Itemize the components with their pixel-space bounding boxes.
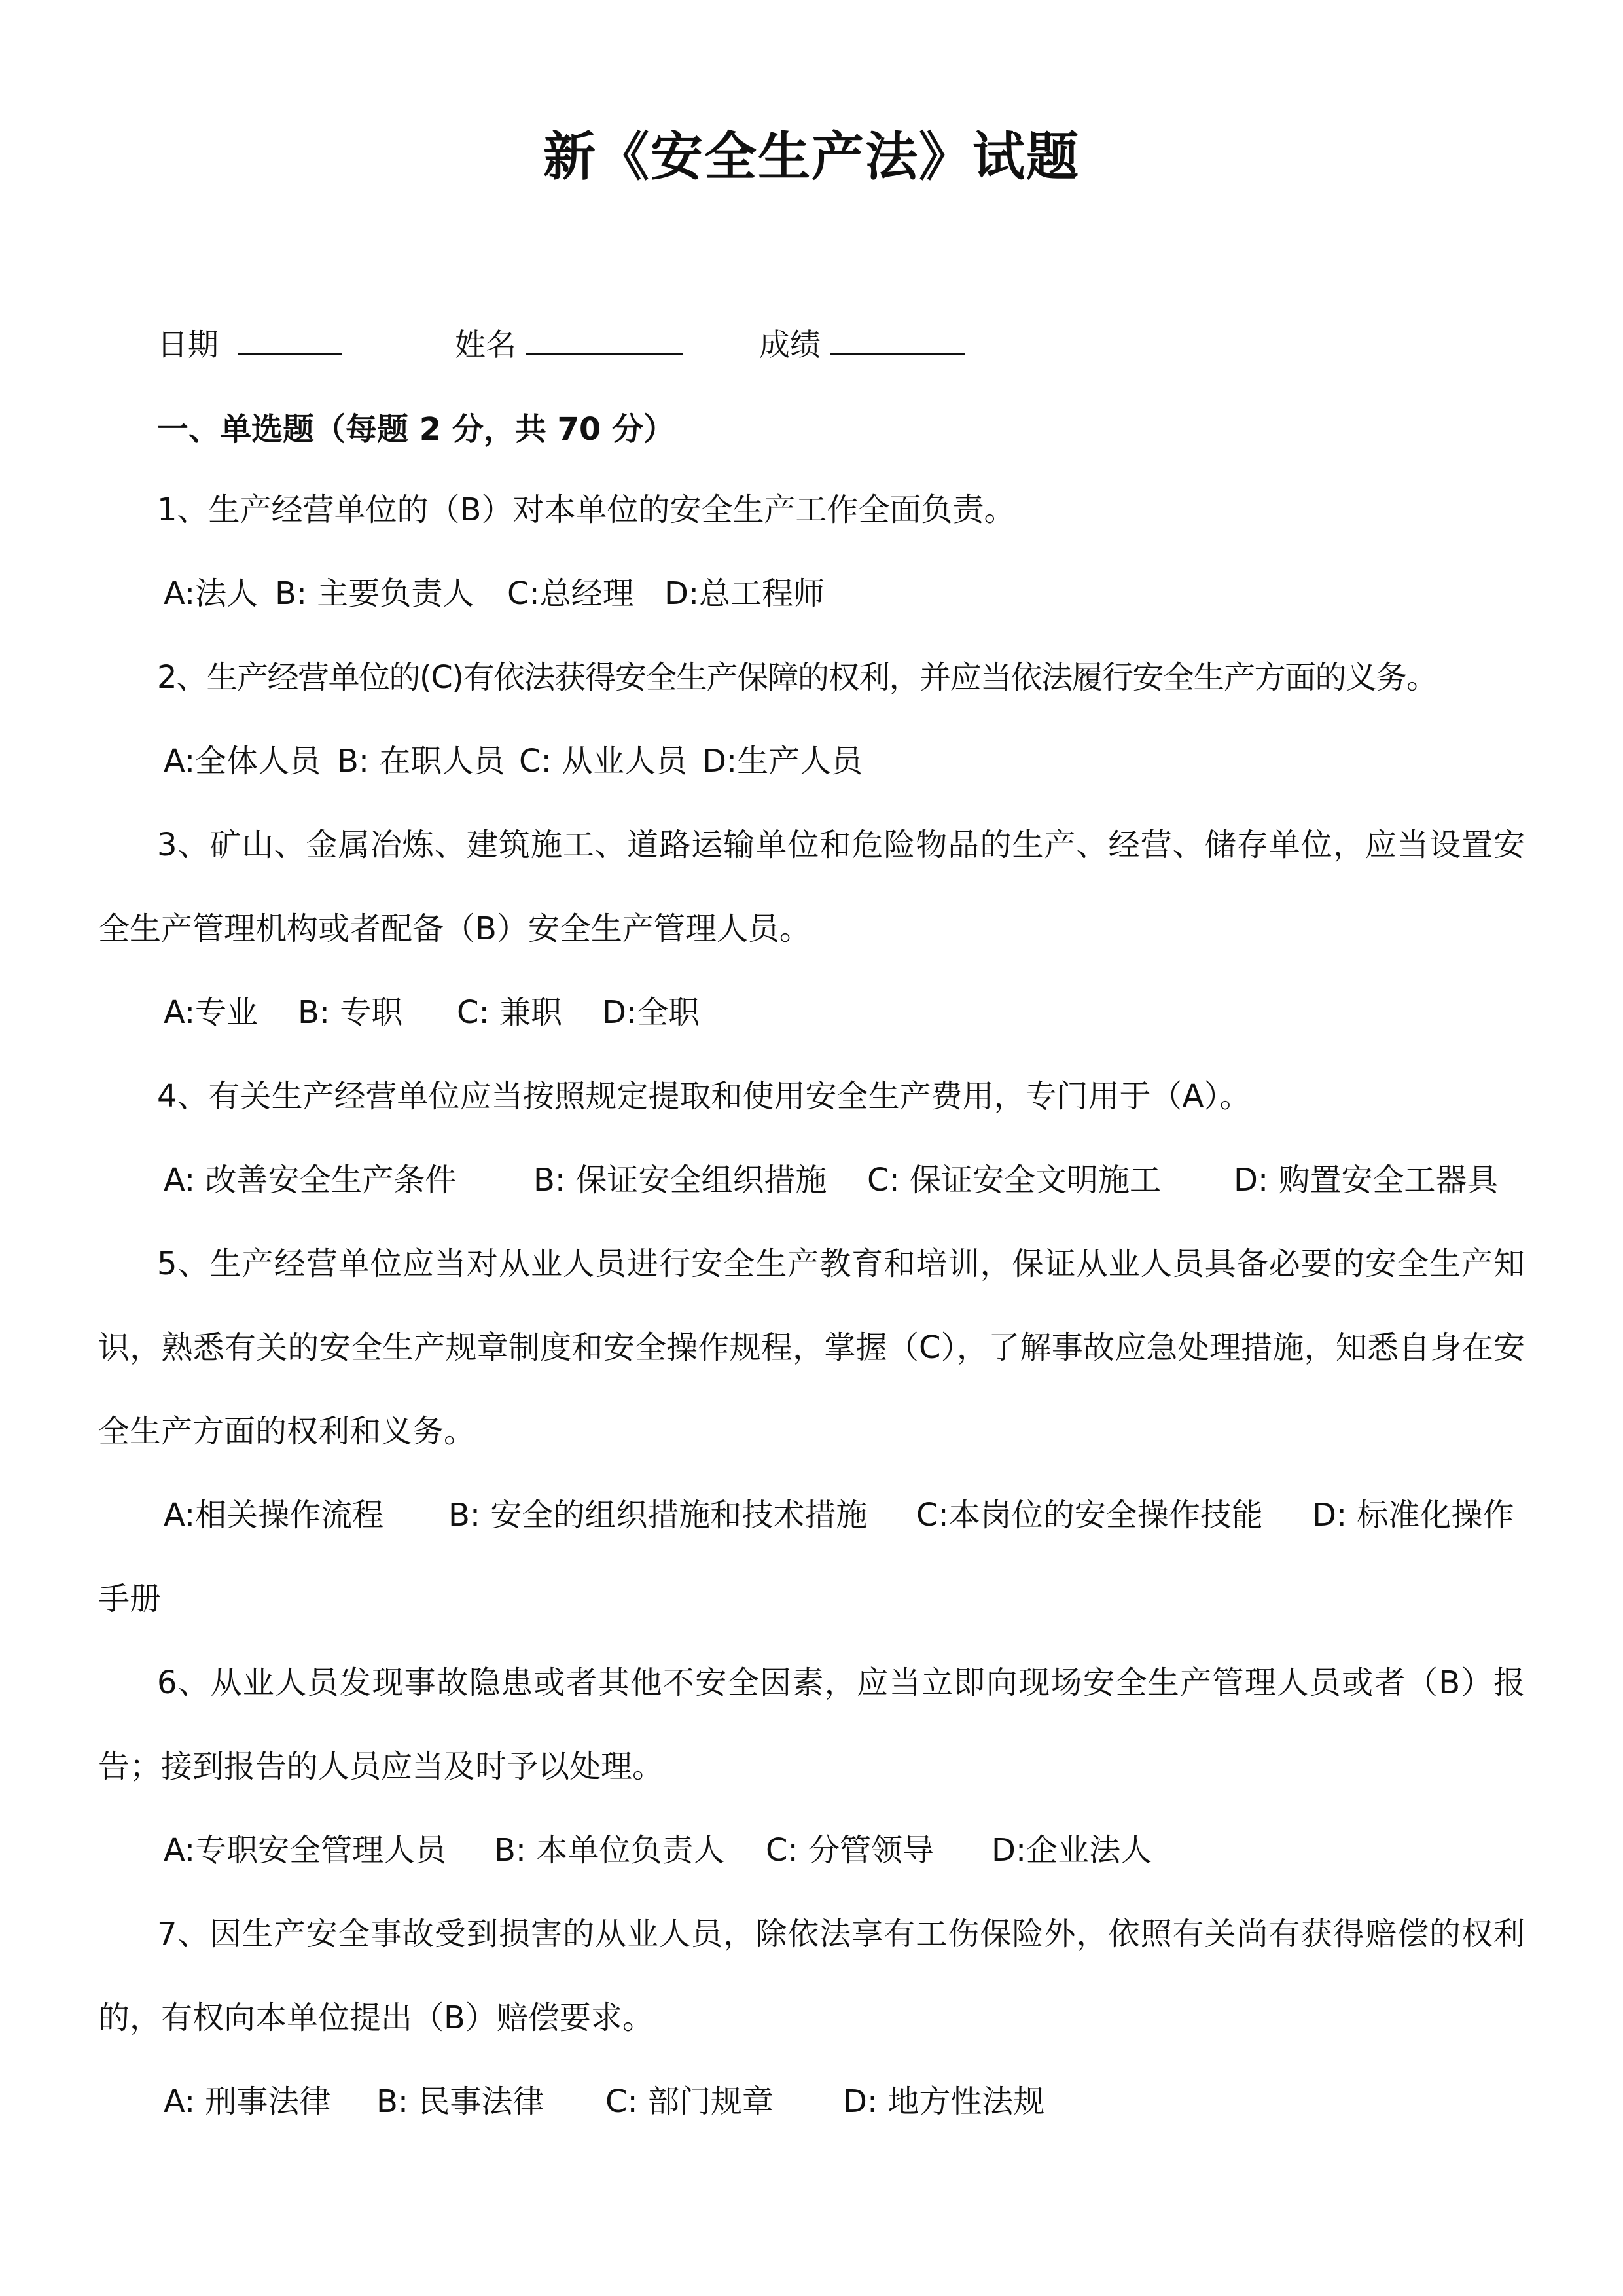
question-options [98,552,1525,636]
date-blank[interactable] [238,350,342,355]
option[interactable]: B: 在职人员 [337,743,505,780]
option[interactable]: A: 刑事法律 [164,2083,331,2120]
question-stem: 4、有关生产经营单位应当按照规定提取和使用安全生产费用，专门用于（A）。 [157,1078,1251,1115]
name-blank[interactable] [526,350,683,355]
option[interactable]: C: 兼职 [457,994,562,1031]
question-options [98,1808,1525,1892]
option[interactable]: B: 民事法律 [376,2083,544,2120]
option[interactable]: B: 保证安全组织措施 [533,1162,827,1198]
option[interactable]: B: 安全的组织措施和技术措施 [448,1497,868,1534]
question-stem: 7、因生产安全事故受到损害的从业人员，除依法享有工伤保险外，依照有关尚有获得赔偿的权利的，有权向本单位提出（B）赔偿要求。 [98,1916,1525,2036]
question-options [98,1138,1525,1222]
question-options [98,971,1525,1054]
question-stem: 1、生产经营单位的（B）对本单位的安全生产工作全面负责。 [157,492,1016,528]
question-options [98,719,1525,803]
question-stem: 6、从业人员发现事故隐患或者其他不安全因素，应当立即向现场安全生产管理人员或者（B）报告；接到报告的人员应当及时予以处理。 [98,1664,1525,1785]
option[interactable]: A:相关操作流程 [164,1497,384,1534]
option[interactable]: D: 购置安全工器具 [1234,1162,1499,1198]
option[interactable]: C:本岗位的安全操作技能 [916,1497,1263,1534]
option[interactable]: C: 从业人员 [519,743,687,780]
option[interactable]: C:总经理 [507,575,634,612]
page-title: 新《安全生产法》试题 [543,126,1080,187]
option[interactable]: D:生产人员 [702,743,863,780]
option[interactable]: A:法人 [164,575,259,612]
date-field [157,321,342,365]
question-stem: 2、生产经营单位的(C)有依法获得安全生产保障的权利，并应当依法履行安全生产方面的义务。 [157,659,1437,696]
score-blank[interactable] [830,350,965,355]
option[interactable]: A:专职安全管理人员 [164,1832,447,1869]
date-label: 日期 [157,327,219,363]
option[interactable]: D:总工程师 [664,575,825,612]
option[interactable]: D: 标准化操作手册 [98,1497,1514,1617]
score-field [759,321,965,365]
option[interactable]: B: 专职 [298,994,403,1031]
option[interactable]: D: 地方性法规 [843,2083,1045,2120]
question-list [98,468,1525,2144]
option[interactable]: C: 部门规章 [605,2083,774,2120]
option[interactable]: C: 分管领导 [766,1832,934,1869]
name-field [455,321,683,365]
option[interactable]: A:专业 [164,994,259,1031]
option[interactable]: A: 改善安全生产条件 [164,1162,457,1198]
section-heading: 一、单选题（每题 2 分，共 70 分） [157,411,675,448]
question-options [98,1473,1525,1641]
option[interactable]: C: 保证安全文明施工 [867,1162,1161,1198]
question-options [98,2060,1525,2144]
option[interactable]: D:全职 [602,994,700,1031]
option[interactable]: A:全体人员 [164,743,321,780]
name-label: 姓名 [455,327,516,363]
question-stem: 5、生产经营单位应当对从业人员进行安全生产教育和培训，保证从业人员具备必要的安全生产知识，熟悉有关的安全生产规章制度和安全操作规程，掌握（C），了解事故应急处理措施，知悉自身在安全生产方面的权利和义务。 [98,1246,1525,1450]
question-stem: 3、矿山、金属冶炼、建筑施工、道路运输单位和危险物品的生产、经营、储存单位，应当设置安全生产管理机构或者配备（B）安全生产管理人员。 [98,827,1525,947]
option[interactable]: D:企业法人 [991,1832,1152,1869]
score-label: 成绩 [759,327,821,363]
option[interactable]: B: 主要负责人 [275,575,474,612]
option[interactable]: B: 本单位负责人 [494,1832,725,1869]
